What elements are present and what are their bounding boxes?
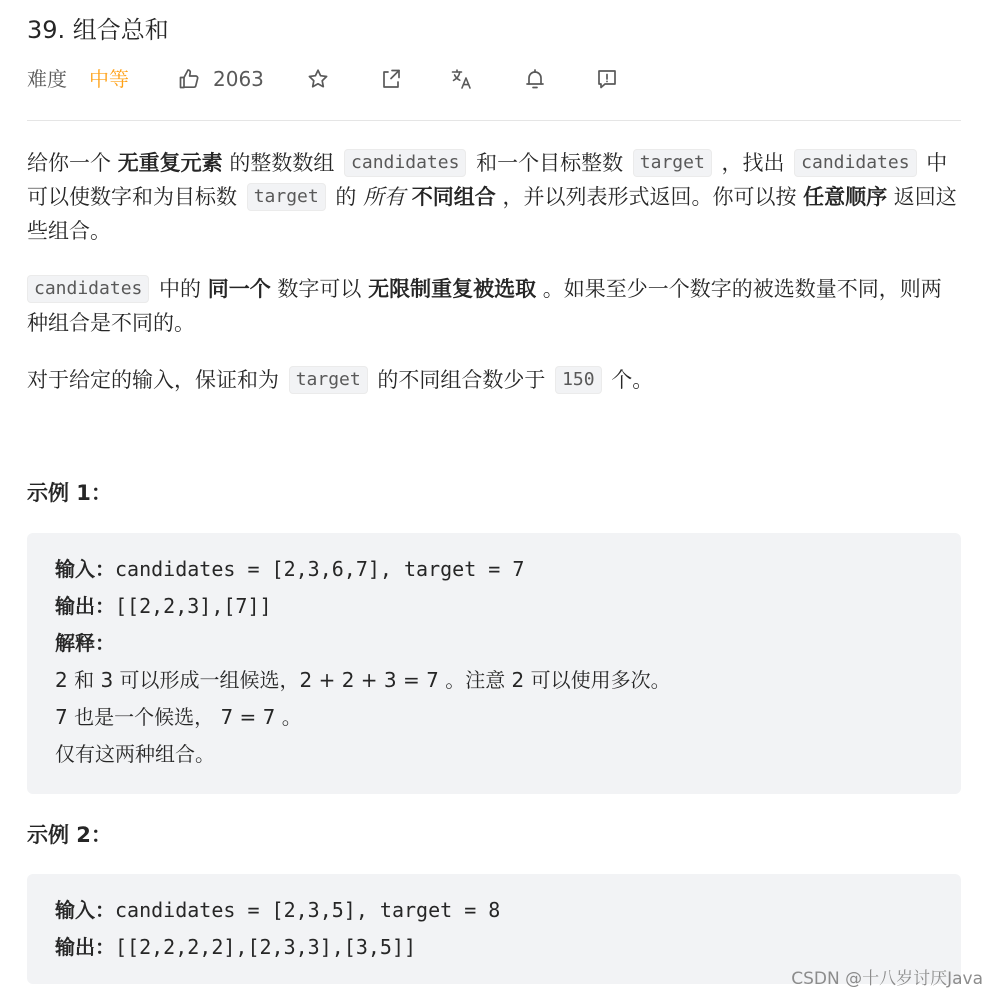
example-input-line	[55, 892, 941, 929]
text: 和一个目标整数	[469, 151, 630, 175]
problem-meta-bar	[27, 60, 727, 98]
watermark: CSDN @十八岁讨厌Java	[791, 969, 983, 989]
difficulty-label: 难度	[27, 67, 67, 91]
problem-title: 39. 组合总和	[27, 16, 169, 44]
explain-line: 仅有这两种组合。	[55, 742, 215, 766]
feedback-icon[interactable]	[595, 67, 619, 91]
emphasis: 同一个	[207, 277, 271, 301]
output-label: 输出：	[55, 935, 115, 959]
explain-line: 2 和 3 可以形成一组候选，2 + 2 + 3 = 7 。注意 2 可以使用多次。	[55, 668, 671, 692]
emphasis: 任意顺序	[803, 185, 888, 209]
italic-text: 所有	[363, 185, 406, 209]
inline-code: candidates	[27, 275, 149, 303]
inline-code: candidates	[344, 149, 466, 177]
inline-code: 150	[555, 366, 602, 394]
text: 。如果至少一个数字的被选数量不同，则两种组合是不同的。	[27, 277, 942, 335]
text: 给你一个	[27, 151, 118, 175]
description-paragraph-2	[27, 272, 961, 340]
inline-code: candidates	[794, 149, 916, 177]
example-output-line	[55, 588, 941, 625]
example-output-line	[55, 929, 941, 966]
difficulty-badge: 中等	[89, 67, 129, 91]
like-count: 2063	[213, 67, 264, 91]
description-paragraph-3	[27, 363, 961, 397]
example-1-content	[55, 551, 941, 773]
inline-code: target	[247, 183, 326, 211]
star-icon[interactable]	[306, 67, 330, 91]
output-value: [[2,2,3],[7]]	[115, 594, 272, 618]
emphasis: 不同组合	[411, 185, 496, 209]
text: 对于给定的输入，保证和为	[27, 368, 286, 392]
output-value: [[2,2,2,2],[2,3,3],[3,5]]	[115, 935, 417, 959]
input-label: 输入：	[55, 557, 115, 581]
input-value: candidates = [2,3,6,7], target = 7	[115, 557, 525, 581]
emphasis: 无限制重复被选取	[368, 277, 537, 301]
output-label: 输出：	[55, 594, 115, 618]
explain-line: 7 也是一个候选， 7 = 7 。	[55, 705, 302, 729]
text: 返回这些组合。	[27, 185, 957, 243]
inline-code: target	[633, 149, 712, 177]
example-2-content	[55, 892, 941, 966]
explain-label: 解释：	[55, 631, 115, 655]
description-paragraph-1	[27, 146, 961, 248]
thumbs-up-icon[interactable]	[177, 67, 201, 91]
example-input-line	[55, 551, 941, 588]
text: 的	[328, 185, 364, 209]
example-1-block	[27, 533, 961, 794]
input-value: candidates = [2,3,5], target = 8	[115, 898, 501, 922]
emphasis: 无重复元素	[117, 151, 223, 175]
text: ，并以列表形式返回。你可以按	[495, 185, 804, 209]
example-1-heading: 示例 1：	[27, 481, 112, 505]
text: 中的	[152, 277, 208, 301]
share-icon[interactable]	[379, 67, 403, 91]
text	[405, 185, 412, 209]
text: 中可以使数字和为目标数	[27, 151, 948, 209]
translate-icon[interactable]	[450, 67, 474, 91]
text: 个。	[604, 368, 654, 392]
text: 数字可以	[270, 277, 369, 301]
header-divider	[27, 120, 961, 121]
inline-code: target	[289, 366, 368, 394]
text: ，找出	[714, 151, 792, 175]
text: 的整数数组	[222, 151, 342, 175]
input-label: 输入：	[55, 898, 115, 922]
example-2-heading: 示例 2：	[27, 823, 112, 847]
bell-icon[interactable]	[523, 67, 547, 91]
text: 的不同组合数少于	[370, 368, 553, 392]
